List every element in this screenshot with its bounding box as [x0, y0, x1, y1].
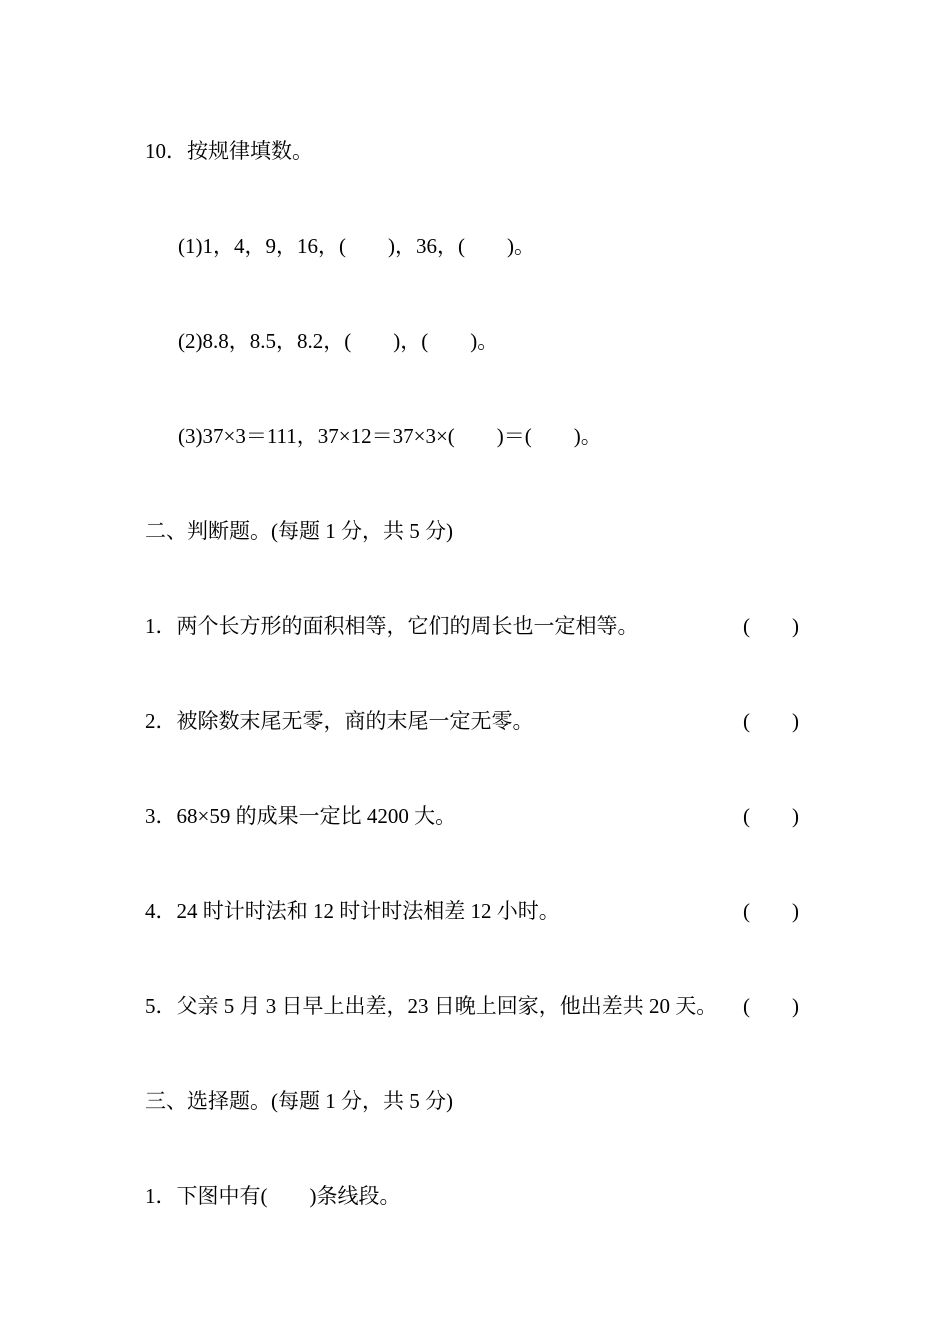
section-3-heading: 三、选择题。(每题 1 分，共 5 分) — [145, 1089, 453, 1113]
judgment-answer-blank-2: ( ) — [743, 709, 799, 733]
judgment-item-2: 2．被除数末尾无零，商的末尾一定无零。 — [145, 709, 534, 733]
section-2-heading: 二、判断题。(每题 1 分，共 5 分) — [145, 519, 453, 543]
judgment-answer-blank-1: ( ) — [743, 614, 799, 638]
judgment-answer-blank-4: ( ) — [743, 899, 799, 923]
judgment-answer-blank-5: ( ) — [743, 994, 799, 1018]
judgment-item-4: 4．24 时计时法和 12 时计时法相差 12 小时。 — [145, 899, 560, 923]
judgment-item-1: 1．两个长方形的面积相等，它们的周长也一定相等。 — [145, 614, 639, 638]
question-10-item-3: (3)37×3＝111，37×12＝37×3×( )＝( )。 — [178, 424, 602, 448]
choice-item-1: 1．下图中有( )条线段。 — [145, 1184, 401, 1208]
judgment-item-5: 5．父亲 5 月 3 日早上出差，23 日晚上回家，他出差共 20 天。 — [145, 994, 718, 1018]
question-10-title: 10．按规律填数。 — [145, 139, 313, 163]
judgment-item-3: 3．68×59 的成果一定比 4200 大。 — [145, 804, 457, 828]
question-10-item-2: (2)8.8，8.5，8.2，( )，( )。 — [178, 329, 499, 353]
question-10-item-1: (1)1，4，9，16，( )，36，( )。 — [178, 234, 535, 258]
judgment-answer-blank-3: ( ) — [743, 804, 799, 828]
